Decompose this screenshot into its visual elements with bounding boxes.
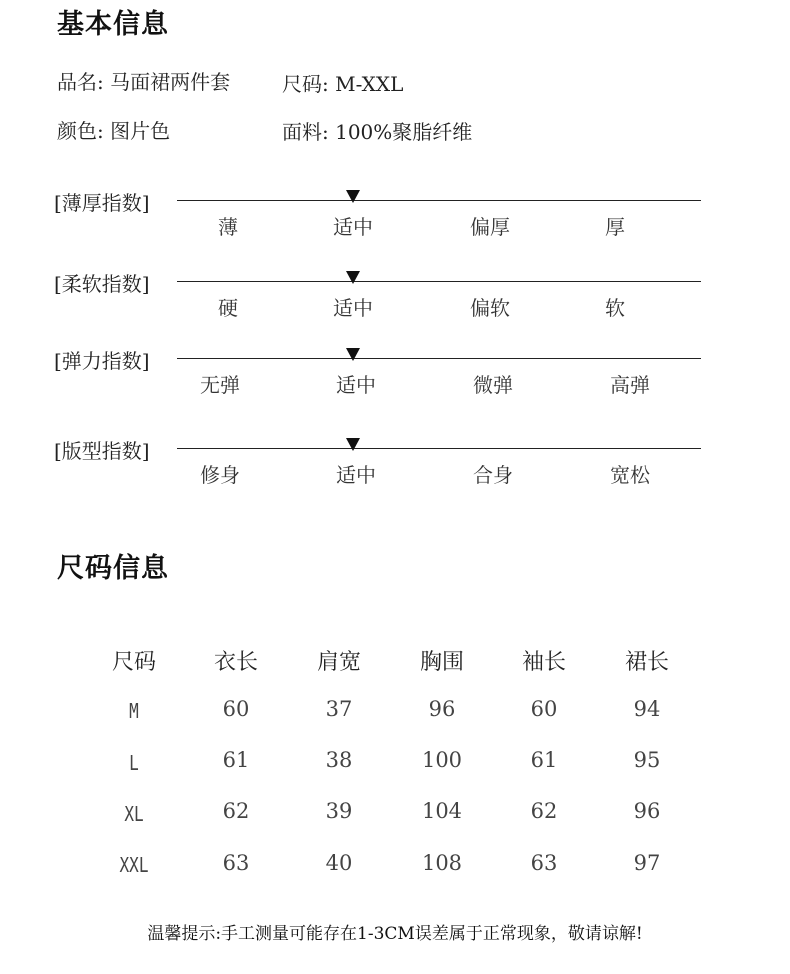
size-cell: M [129, 699, 139, 723]
index-option: 高弹 [610, 373, 650, 397]
fabric-value: 100%聚脂纤维 [335, 120, 473, 144]
size-cell: XXL [119, 853, 149, 877]
selected-marker-icon [346, 271, 360, 284]
index-option: 微弹 [473, 373, 513, 397]
table-cell: 62 [222, 799, 250, 823]
product-name-value: 马面裙两件套 [110, 70, 231, 94]
table-cell: 94 [633, 697, 661, 721]
table-cell: 60 [530, 697, 558, 721]
size-info-title: 尺码信息 [57, 553, 169, 584]
table-cell: 40 [325, 851, 353, 875]
selected-marker-icon [346, 190, 360, 203]
selected-marker-icon [346, 438, 360, 451]
index-option: 厚 [605, 215, 625, 239]
column-header: 肩宽 [316, 650, 362, 675]
color-value: 图片色 [110, 119, 171, 143]
color-label: 颜色: [57, 119, 104, 143]
table-cell: 95 [633, 748, 661, 772]
index-scale-line [177, 200, 701, 201]
table-cell: 63 [530, 851, 558, 875]
index-option: 适中 [333, 296, 373, 320]
index-option: 偏厚 [470, 215, 510, 239]
index-scale-line [177, 358, 701, 359]
index-scale-line [177, 281, 701, 282]
index-option: 修身 [200, 463, 240, 487]
table-cell: 38 [325, 748, 353, 772]
color-row [57, 115, 170, 144]
index-option: 软 [605, 296, 625, 320]
table-cell: 96 [633, 799, 661, 823]
fabric-label: 面料: [282, 120, 329, 144]
size-cell: XL [124, 802, 144, 826]
index-option: 适中 [336, 373, 376, 397]
size-range-value: M-XXL [335, 72, 404, 96]
selected-marker-icon [346, 348, 360, 361]
index-option: 硬 [218, 296, 238, 320]
table-cell: 39 [325, 799, 353, 823]
table-cell: 61 [222, 748, 250, 772]
index-option: 无弹 [200, 373, 240, 397]
basic-info-title: 基本信息 [57, 9, 169, 40]
size-range-row [282, 68, 403, 97]
table-cell: 62 [530, 799, 558, 823]
fabric-row [282, 116, 472, 145]
index-option: 薄 [218, 215, 238, 239]
index-option: 偏软 [470, 296, 510, 320]
column-header: 裙长 [624, 650, 670, 675]
table-cell: 63 [222, 851, 250, 875]
product-name-row [57, 66, 230, 95]
table-cell: 100 [421, 748, 463, 772]
size-cell: L [129, 751, 139, 775]
product-name-label: 品名: [57, 70, 104, 94]
index-option: 宽松 [610, 463, 650, 487]
table-cell: 60 [222, 697, 250, 721]
column-header: 尺码 [111, 650, 157, 675]
index-option: 适中 [333, 215, 373, 239]
column-header: 袖长 [521, 650, 567, 675]
index-label: [薄厚指数] [54, 191, 150, 215]
index-option: 适中 [336, 463, 376, 487]
table-cell: 108 [421, 851, 463, 875]
index-option: 合身 [473, 463, 513, 487]
index-label: [柔软指数] [54, 272, 150, 296]
table-cell: 61 [530, 748, 558, 772]
measurement-note: 温馨提示:手工测量可能存在1-3CM误差属于正常现象，敬请谅解! [147, 924, 643, 944]
index-label: [版型指数] [54, 439, 150, 463]
table-cell: 97 [633, 851, 661, 875]
table-cell: 104 [421, 799, 463, 823]
size-range-label: 尺码: [282, 72, 329, 96]
column-header: 衣长 [213, 650, 259, 675]
table-cell: 37 [325, 697, 353, 721]
column-header: 胸围 [419, 650, 465, 675]
index-scale-line [177, 448, 701, 449]
index-label: [弹力指数] [54, 349, 150, 373]
table-cell: 96 [428, 697, 456, 721]
